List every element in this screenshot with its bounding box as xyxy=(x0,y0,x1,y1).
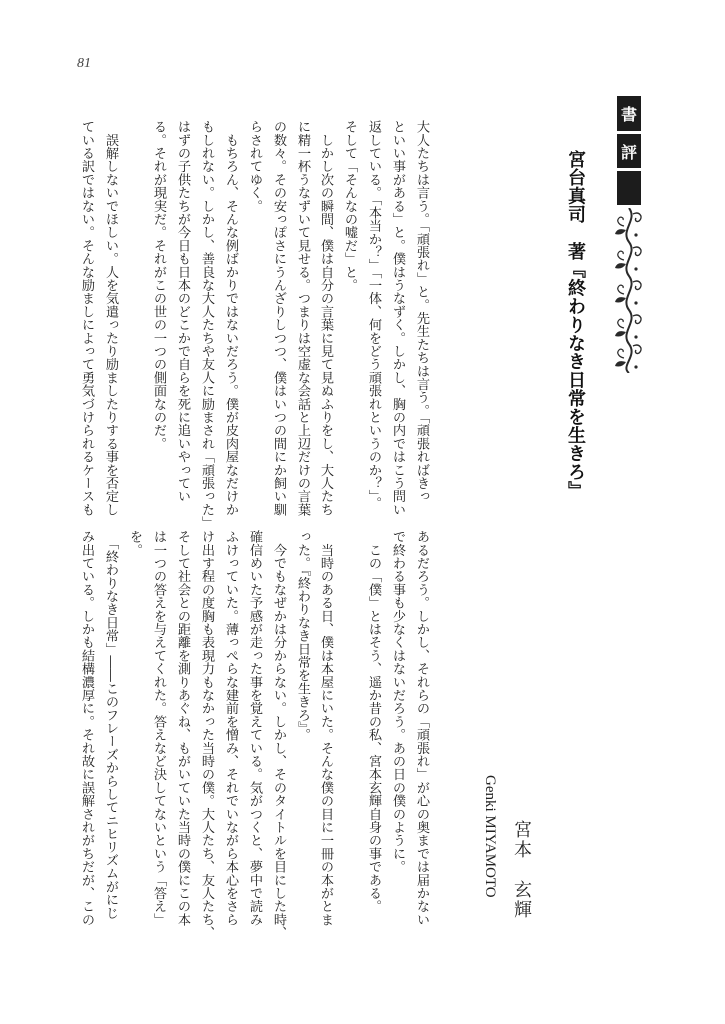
body-text-upper xyxy=(75,120,432,540)
body-column: 返している。「本当か？」「一体、何をどう頑張れというのか？」。 xyxy=(366,120,381,510)
page-number: 81 xyxy=(77,56,91,71)
body-column: け出す程の度胸も表現力もなかった当時の僕。大人たち、友人たち、 xyxy=(199,530,214,940)
body-column: もちろん、そんな例ばかりではないだろう。僕が皮肉屋なだけか xyxy=(223,120,238,516)
reviewer-name-en: Genki MIYAMOTO xyxy=(482,775,498,898)
section-tag-char-1: 書 xyxy=(617,96,641,131)
body-column: った。『終わりなき日常を生きろ』。 xyxy=(295,530,310,742)
body-column: 「終わりなき日常」――このフレーズからしてニヒリズムがにじ xyxy=(103,530,118,920)
body-column: 誤解しないでほしい。人を気遣ったり励ましたりする事を否定し xyxy=(103,120,118,516)
body-column: もしれない。しかし、善良な大人たちや友人に励まされ「頑張った」 xyxy=(199,120,214,530)
body-column: は一つの答えを与えてくれた。答えなど決してないという「答え」 xyxy=(151,530,166,926)
reviewer-name-ja: 宮本 玄輝 xyxy=(511,820,532,920)
review-title: 宮台真司 著『終わりなき日常を生きろ』 xyxy=(565,150,586,500)
body-column: 確信めいた予感が走った事を覚えている。気がつくと、夢中で読み xyxy=(247,530,262,926)
body-column: の数々。その安っぽさにうんざりしつつ、僕はいつの間にか飼い馴 xyxy=(271,120,286,516)
body-column: 今でもなぜかは分からない。しかし、そのタイトルを目にした時、 xyxy=(271,530,286,940)
body-column: で終わる事も少なくはないだろう。あの日の僕のように。 xyxy=(390,530,405,874)
body-column: み出ている。しかも結構濃厚に。それ故に誤解されがちだが、この xyxy=(79,530,94,926)
body-column: この「僕」とはそう、遥か昔の私、宮本玄輝自身の事である。 xyxy=(366,530,381,913)
body-column: ている訳ではない。そんな励ましによって勇気づけられるケースも xyxy=(79,120,94,516)
body-column: といい事がある」と。僕はうなずく。しかし、胸の内ではこう問い xyxy=(390,120,405,516)
vine-ornament-icon xyxy=(612,208,646,373)
body-column: しかし次の瞬間、僕は自分の言葉に見て見ぬふりをし、大人たち xyxy=(318,120,333,516)
body-column: る。それが現実だ。それがこの世の一つの側面なのだ。 xyxy=(151,120,166,450)
body-column: に精一杯うなずいて見せる。つまりは空虚な会話と上辺だけの言葉 xyxy=(295,120,310,516)
body-column: そして「そんなの嘘だ」と。 xyxy=(342,120,357,292)
section-tag-char-2: 評 xyxy=(617,134,641,168)
body-column: 当時のある日、僕は本屋にいた。そんな僕の目に一冊の本がとま xyxy=(318,530,333,926)
body-column: そして社会との距離を測りあぐね、もがいていた当時の僕にこの本 xyxy=(175,530,190,926)
body-column: はずの子供たちが今日も日本のどこかで自らを死に追いやってい xyxy=(175,120,190,503)
body-column: らされてゆく。 xyxy=(247,120,262,213)
section-tag-block xyxy=(617,171,641,205)
body-text-lower xyxy=(75,530,432,950)
body-column: を。 xyxy=(127,530,142,557)
body-column: ふけっていた。薄っぺらな建前を憎み、それでいながら本心をさら xyxy=(223,530,238,926)
body-column: あるだろう。しかし、それらの「頑張れ」が心の奥までは届かない xyxy=(414,530,429,926)
body-column: 大人たちは言う。「頑張れ」と。先生たちは言う。「頑張ればきっ xyxy=(414,120,429,503)
